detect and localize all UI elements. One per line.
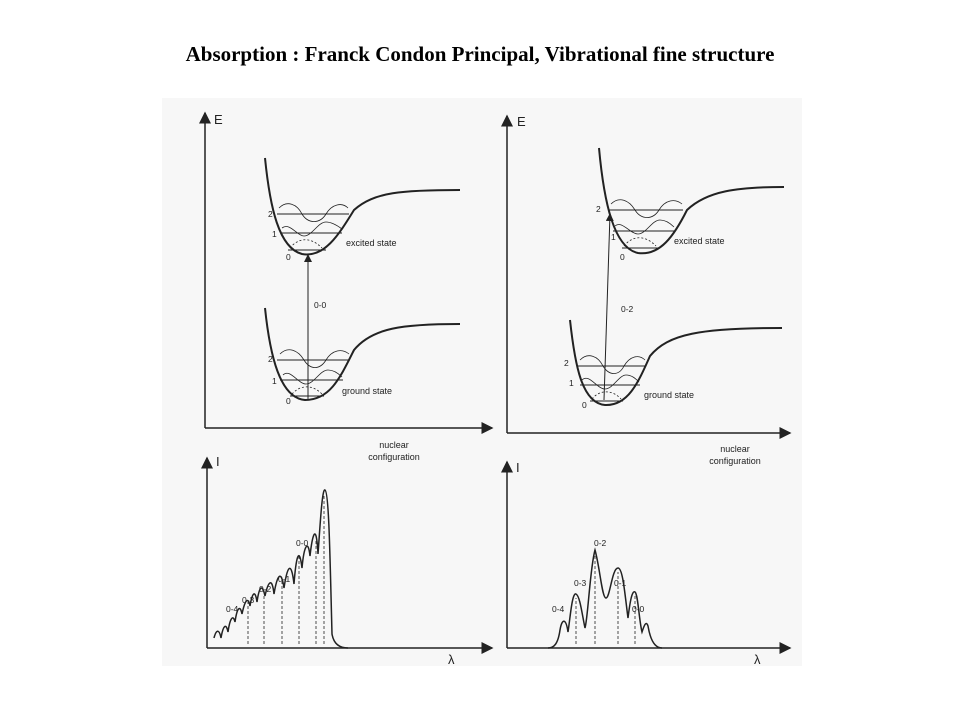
left-transition-label: 0-0 [314, 300, 327, 310]
right-energy-diagram [507, 116, 790, 433]
right-peak-0-4: 0-4 [552, 604, 565, 614]
right-excited-label: excited state [674, 236, 725, 246]
left-energy-y-label: E [214, 112, 223, 127]
left-ground-wave-0 [292, 387, 322, 394]
right-energy-y-label: E [517, 114, 526, 129]
right-ground-num-0: 0 [582, 400, 587, 410]
right-excited-wave-0 [624, 238, 656, 246]
left-excited-wave-1 [282, 222, 342, 236]
franck-condon-figure [162, 98, 802, 666]
right-energy-labels [517, 114, 761, 466]
left-peak-0-4: 0-4 [226, 604, 239, 614]
left-peak-0-3: 0-3 [242, 595, 255, 605]
left-x-label-1: nuclear [379, 440, 409, 450]
left-x-label-2: configuration [368, 452, 420, 462]
slide-title: Absorption : Franck Condon Principal, Vibrational fine structure [185, 42, 775, 66]
left-spectrum-labels [216, 454, 455, 666]
right-ground-num-1: 1 [569, 378, 574, 388]
left-spectrum-y-label: I [216, 454, 220, 469]
right-ground-wave-0 [592, 392, 621, 399]
right-peak-0-0: 0-0 [632, 604, 645, 614]
left-peak-0-0: 0-0 [296, 538, 309, 548]
right-spectrum [507, 462, 790, 648]
right-spectrum-curve [548, 550, 662, 648]
left-ground-num-0: 0 [286, 396, 291, 406]
left-excited-wave-2 [279, 204, 348, 222]
right-ground-wave-1 [582, 375, 639, 389]
right-peak-0-3: 0-3 [574, 578, 587, 588]
right-spectrum-y-label: I [516, 460, 520, 475]
right-x-label-2: configuration [709, 456, 761, 466]
right-ground-wave-2 [580, 356, 645, 374]
left-spectrum-curve [214, 490, 348, 648]
right-excited-num-1: 1 [611, 232, 616, 242]
left-ground-label: ground state [342, 386, 393, 396]
left-excited-num-1: 1 [272, 229, 277, 239]
left-ground-num-2: 2 [268, 354, 273, 364]
left-peak-0-2: 0-2 [259, 584, 272, 594]
left-spectrum [207, 458, 492, 648]
right-excited-wave-2 [611, 200, 682, 218]
right-peak-0-1: 0-1 [614, 578, 627, 588]
left-excited-num-2: 2 [268, 209, 273, 219]
right-ground-label: ground state [644, 390, 695, 400]
right-spectrum-x-label: λ [754, 652, 761, 666]
left-excited-num-0: 0 [286, 252, 291, 262]
left-ground-num-1: 1 [272, 376, 277, 386]
right-transition-label: 0-2 [621, 304, 634, 314]
left-ground-wave-1 [283, 370, 342, 384]
right-excited-num-2: 2 [596, 204, 601, 214]
left-spectrum-x-label: λ [448, 652, 455, 666]
right-excited-wave-1 [615, 220, 674, 234]
right-excited-num-0: 0 [620, 252, 625, 262]
figure-svg [162, 98, 802, 666]
left-energy-diagram [205, 113, 492, 428]
left-excited-label: excited state [346, 238, 397, 248]
right-spectrum-labels [516, 460, 761, 666]
left-excited-wave-0 [290, 240, 322, 248]
left-energy-labels [214, 112, 420, 462]
left-ground-wave-2 [280, 350, 349, 368]
right-peak-0-2: 0-2 [594, 538, 607, 548]
right-x-label-1: nuclear [720, 444, 750, 454]
left-peak-0-1: 0-1 [278, 574, 291, 584]
right-ground-num-2: 2 [564, 358, 569, 368]
left-spectrum-droplines [248, 496, 324, 644]
